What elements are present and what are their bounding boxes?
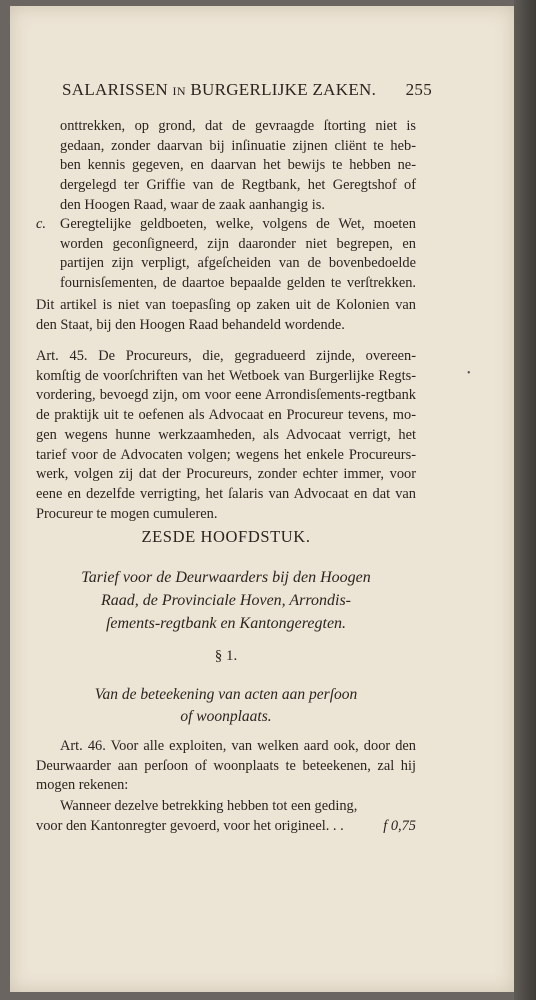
fee-description: voor den Kantonregter gevoerd, voor het origineel. . . [36, 817, 344, 834]
fee-entry [36, 797, 416, 836]
text-line: mogen rekenen: [36, 777, 129, 794]
section-title-line: of woonplaats. [180, 708, 272, 725]
fee-row [36, 817, 416, 837]
text-line: den Hoogen Raad, waar de zaak aanhangig is. [60, 196, 325, 213]
text-line: ben kennis gegeven, en daarvan het bewijs te hebben ne- [60, 157, 416, 174]
text-line: gen wegens hunne werkzaamheden, als Advocaat verrigt, het [36, 426, 416, 443]
text-line: tarief voor de Advocaten volgen; wegens het enkele Procureurs- [36, 446, 416, 463]
header-title-small: IN [172, 84, 186, 98]
text-line: fournisſementen, de daartoe bepaalde gelden te verſtrekken. [60, 275, 416, 292]
chapter-title-line: Tarief voor de Deurwaarders bij den Hoogen [81, 569, 371, 586]
text-line: Geregtelijke geldboeten, welke, volgens de Wet, moeten [60, 216, 416, 232]
text-line: partijen zijn verpligt, afgeſcheiden van de bovenbedoelde [60, 255, 416, 272]
header-title-part1: SALARISSEN [62, 80, 168, 99]
header-title-part2: BURGERLIJKE ZAKEN. [190, 80, 377, 99]
running-header [62, 80, 432, 100]
margin-mark: • [467, 368, 471, 379]
chapter-heading: ZESDE HOOFDSTUK. [141, 527, 311, 546]
text-line: gedaan, zonder daarvan bij inſinuatie zijnen cliënt te heb- [60, 137, 416, 154]
text-line: Procureur te mogen cumuleren. [36, 505, 218, 522]
text-line: Dit artikel is niet van toepasſing op zaken uit de Kolonien van [36, 297, 416, 313]
text-line: werk, volgen zij dat der Procureurs, zonder echter immer, voor [36, 466, 416, 483]
book-edge [514, 0, 536, 1000]
text-line: Wanneer dezelve betrekking hebben tot een geding, [60, 798, 358, 814]
text-line: Deurwaarder aan perſoon of woonplaats te beteekenen, zal hij [36, 757, 416, 774]
text-line: den Staat, bij den Hoogen Raad behandeld wordende. [36, 316, 345, 333]
section-title-line: Van de beteekening van acten aan perſoon [94, 686, 358, 703]
text-line: vordering, bevoegd zijn, om voor eene Arrondisſements-regtbank [36, 387, 416, 404]
section-title [36, 684, 416, 728]
paragraph-exception [36, 296, 416, 335]
text-line: dergelegd ter Griffie van de Regtbank, het Geregtshof of [60, 177, 416, 194]
text-line: Art. 46. Voor alle exploiten, van welken aard ook, door den [60, 738, 416, 754]
paragraph-continuation [36, 117, 416, 216]
section-number: § 1. [214, 648, 238, 664]
article-45 [36, 347, 416, 524]
text-line: worden geconſigneerd, zijn daaronder niet begrepen, en [60, 235, 416, 252]
header-title [62, 80, 376, 100]
text-line: komſtig de voorſchriften van het Wetboek van Burgerlijke Regts- [36, 367, 416, 384]
article-46 [36, 737, 416, 796]
text-line: onttrekken, op grond, dat de gevraagde ſtorting niet is [60, 118, 416, 134]
fee-amount: f 0,75 [383, 817, 416, 834]
paragraph-c [36, 215, 416, 294]
text-line: de praktijk uit te oefenen als Advocaat en Procureur tevens, mo- [36, 407, 416, 424]
text-line: Art. 45. De Procureurs, die, gegradueerd zijnde, overeen- [36, 348, 416, 364]
page-number: 255 [405, 80, 432, 99]
chapter-title-line: Raad, de Provinciale Hoven, Arrondis- [100, 592, 352, 609]
text-line: eene en dezelfde verrigting, het ſalaris van Advocaat en dat van [36, 485, 416, 502]
chapter-title [36, 566, 416, 635]
item-label: c. [36, 216, 46, 232]
chapter-title-line: ſements-regtbank en Kantongeregten. [105, 615, 347, 632]
